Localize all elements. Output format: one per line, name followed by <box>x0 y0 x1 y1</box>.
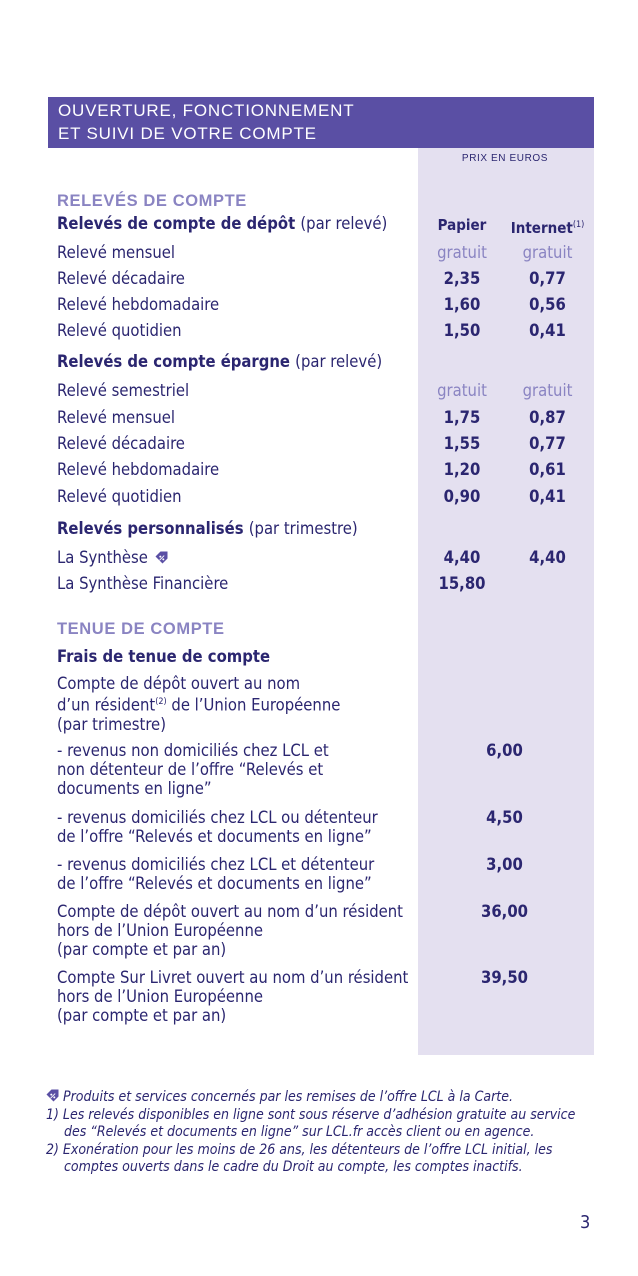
tenue-item <box>57 808 417 846</box>
synthese-label: La Synthèse <box>57 548 148 567</box>
depot-row-label: Relevé mensuel <box>57 243 176 262</box>
intro-text: de l’Union Européenne <box>166 695 341 715</box>
discount-tag-icon <box>46 1089 59 1102</box>
item-line: - revenus non domiciliés chez LCL et <box>57 741 329 760</box>
depot-heading-text: Relevés de compte de dépôt <box>57 214 296 233</box>
footnote-tag <box>46 1089 602 1107</box>
depot-row-internet: 0,77 <box>529 269 566 288</box>
epargne-row-internet: gratuit <box>522 381 573 400</box>
perso-row-papier: 15,80 <box>438 574 486 593</box>
other-line: Compte Sur Livret ouvert au nom d’un résident <box>57 968 409 987</box>
item-line: - revenus domiciliés chez LCL et détenteur <box>57 855 375 874</box>
epargne-row-papier: 1,20 <box>443 460 481 479</box>
perso-row-label: La Synthèse Financière <box>57 574 229 593</box>
footnotes <box>46 1089 602 1177</box>
item-line: non détenteur de l’offre “Relevés et <box>57 760 324 779</box>
depot-row-label: Relevé quotidien <box>57 321 182 340</box>
footnote-tag-text: Produits et services concernés par les remises de l’offre LCL à la Carte. <box>63 1089 513 1105</box>
perso-heading-note: (par trimestre) <box>248 519 358 538</box>
epargne-row-internet: 0,87 <box>529 408 566 427</box>
footnote-1-line: des “Relevés et documents en ligne” sur LCL.fr accès client ou en agence. <box>64 1124 535 1140</box>
perso-heading-text: Relevés personnalisés <box>57 519 244 538</box>
depot-row-internet: gratuit <box>522 243 573 262</box>
discount-tag-icon <box>155 551 168 564</box>
epargne-heading <box>57 352 382 372</box>
epargne-row-internet: 0,61 <box>529 460 566 479</box>
perso-row-label <box>57 548 168 568</box>
section-header-title <box>58 99 458 145</box>
section-title-tenue: TENUE DE COMPTE <box>57 620 225 638</box>
column-header-internet <box>505 215 590 238</box>
footnote-ref-2: (2) <box>155 697 167 707</box>
internet-footnote-ref: (1) <box>572 220 585 230</box>
depot-row-papier: 1,50 <box>443 321 481 340</box>
footnote-1 <box>46 1107 602 1142</box>
epargne-row-label: Relevé quotidien <box>57 487 182 506</box>
header-line-2: ET SUIVI DE VOTRE COMPTE <box>58 124 317 143</box>
tenue-other-price: 39,50 <box>481 968 528 987</box>
perso-heading <box>57 519 358 539</box>
intro-line <box>57 693 340 715</box>
page-number: 3 <box>580 1212 591 1233</box>
tenue-other <box>57 968 408 1025</box>
footnote-2 <box>46 1142 602 1177</box>
epargne-row-papier: 0,90 <box>443 487 481 506</box>
epargne-row-label: Relevé décadaire <box>57 434 185 453</box>
item-line: - revenus domiciliés chez LCL ou détenteur <box>57 808 378 827</box>
depot-heading <box>57 214 387 234</box>
tenue-item <box>57 741 417 798</box>
tenue-item-price: 4,50 <box>486 808 523 827</box>
tenue-item <box>57 855 417 893</box>
other-line: (par compte et par an) <box>57 940 227 959</box>
header-line-1: OUVERTURE, FONCTIONNEMENT <box>58 101 355 120</box>
section-title-releves: RELEVÉS DE COMPTE <box>57 192 247 210</box>
tenue-intro <box>57 674 340 734</box>
tenue-item-price: 6,00 <box>486 741 523 760</box>
epargne-row-label: Relevé mensuel <box>57 408 176 427</box>
epargne-row-internet: 0,77 <box>529 434 566 453</box>
perso-row-papier: 4,40 <box>443 548 481 567</box>
column-header-papier: Papier <box>437 216 487 234</box>
epargne-row-papier: 1,55 <box>443 434 481 453</box>
depot-row-papier: 2,35 <box>443 269 481 288</box>
footnote-1-line: 1) Les relevés disponibles en ligne sont sous réserve d’adhésion gratuite au service <box>46 1106 576 1123</box>
epargne-row-internet: 0,41 <box>529 487 566 506</box>
epargne-heading-text: Relevés de compte épargne <box>57 352 290 371</box>
depot-row-papier: gratuit <box>437 243 487 262</box>
other-line: Compte de dépôt ouvert au nom d’un résident <box>57 902 403 921</box>
tenue-item-price: 3,00 <box>486 855 523 874</box>
intro-line: Compte de dépôt ouvert au nom <box>57 674 301 693</box>
intro-line: (par trimestre) <box>57 714 166 734</box>
other-line: (par compte et par an) <box>57 1006 227 1025</box>
depot-row-label: Relevé hebdomadaire <box>57 295 220 314</box>
depot-heading-note: (par relevé) <box>300 214 388 233</box>
epargne-row-label: Relevé hebdomadaire <box>57 460 220 479</box>
item-line: documents en ligne” <box>57 779 212 798</box>
depot-row-papier: 1,60 <box>443 295 481 314</box>
internet-label: Internet <box>510 219 573 237</box>
other-line: hors de l’Union Européenne <box>57 921 264 940</box>
item-line: de l’offre “Relevés et documents en ligne” <box>57 827 372 846</box>
tenue-heading: Frais de tenue de compte <box>57 647 271 666</box>
tenue-other <box>57 902 403 959</box>
epargne-row-papier: gratuit <box>437 381 487 400</box>
epargne-row-papier: 1,75 <box>443 408 481 427</box>
epargne-heading-note: (par relevé) <box>295 352 383 371</box>
perso-row-internet: 4,40 <box>529 548 566 567</box>
depot-row-internet: 0,41 <box>529 321 566 340</box>
footnote-2-line: comptes ouverts dans le cadre du Droit au compte, les comptes inactifs. <box>64 1159 523 1175</box>
depot-row-internet: 0,56 <box>529 295 566 314</box>
depot-row-label: Relevé décadaire <box>57 269 185 288</box>
epargne-row-label: Relevé semestriel <box>57 381 190 400</box>
other-line: hors de l’Union Européenne <box>57 987 264 1006</box>
item-line: de l’offre “Relevés et documents en ligne” <box>57 874 372 893</box>
price-unit-label: PRIX EN EUROS <box>461 153 549 164</box>
footnote-2-line: 2) Exonération pour les moins de 26 ans, les détenteurs de l’offre LCL initial, les <box>46 1141 553 1158</box>
intro-text: d’un résident <box>57 695 156 715</box>
tenue-other-price: 36,00 <box>481 902 528 921</box>
